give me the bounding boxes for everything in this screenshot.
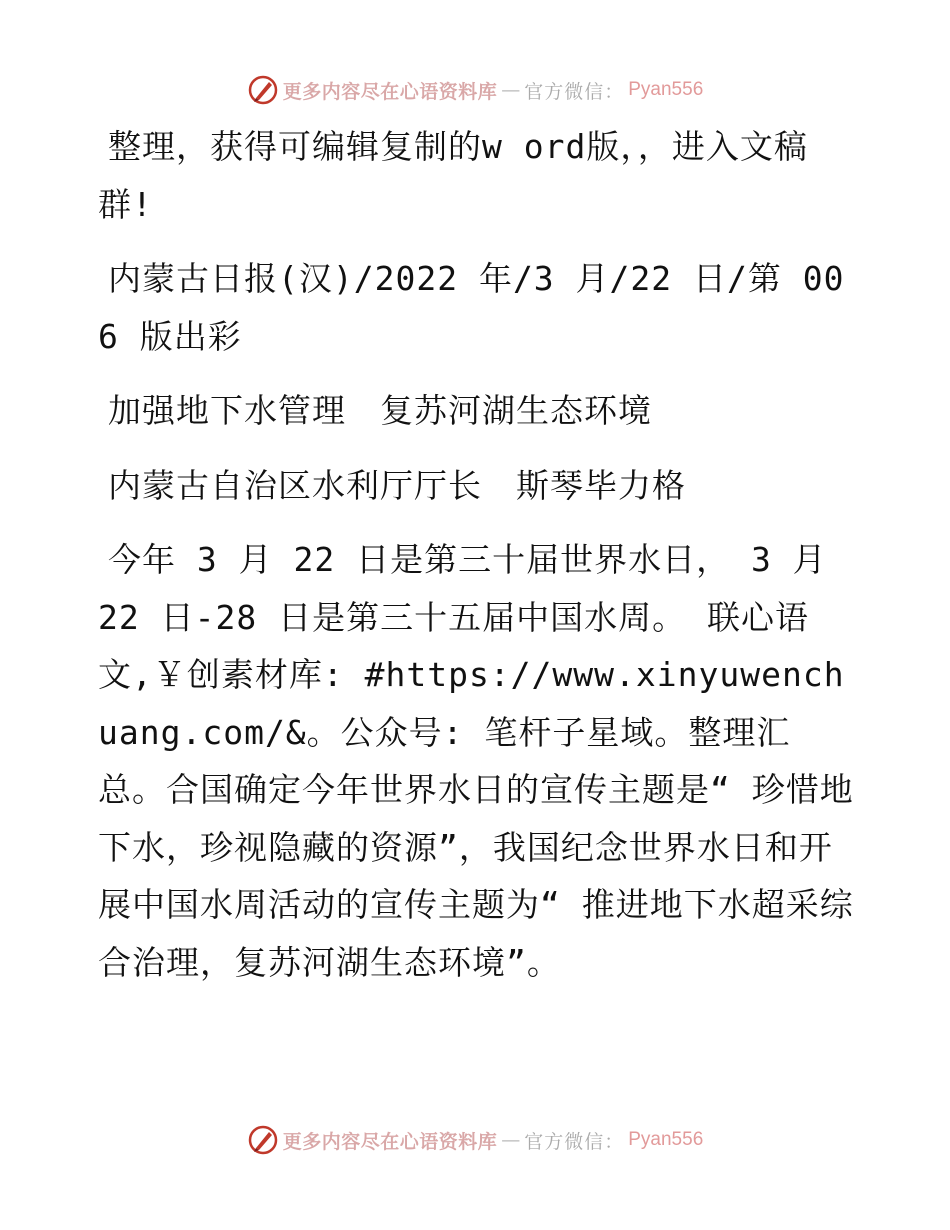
quill-logo-icon: [247, 1124, 279, 1156]
body-paragraph: 今年 3 月 22 日是第三十届世界水日， 3 月 22 日-28 日是第三十五届中国水周。 联心语文,￥创素材库: #https://www.xinyuwenchuang.com/&。公众号: 笔杆子星域。整理汇总。合国确定今年世界水日的宣传主题是“ 珍惜地下水，珍视隐藏的资源”，我国纪念世界水日和开展中国水周活动的宣传主题为“ 推进地下水超采综合治理，复苏河湖生态环境”。: [98, 540, 854, 982]
watermark-text: 更多内容尽在心语资料库: [282, 80, 498, 103]
watermark-dash: —: [501, 1129, 521, 1151]
source-line: 内蒙古日报(汉)/2022 年/3 月/22 日/第 006 版出彩: [98, 259, 845, 356]
watermark-text: 更多内容尽在心语资料库: [282, 1130, 498, 1153]
document-body: [98, 118, 858, 1008]
quill-logo-icon: [247, 74, 279, 106]
footer-watermark: [0, 1120, 950, 1160]
watermark-official-label: 官方微信：: [524, 1130, 625, 1153]
article-author: 内蒙古自治区水利厅厅长 斯琴毕力格: [108, 465, 686, 505]
header-watermark: [0, 70, 950, 110]
watermark-wechat-id: Pyan556: [628, 1129, 704, 1150]
intro-paragraph: 整理，获得可编辑复制的w ord版，，进入文稿群!: [98, 127, 808, 224]
watermark-dash: —: [501, 79, 521, 101]
watermark-official-label: 官方微信：: [524, 80, 625, 103]
article-title: 加强地下水管理 复苏河湖生态环境: [108, 391, 652, 430]
watermark-wechat-id: Pyan556: [628, 79, 704, 100]
